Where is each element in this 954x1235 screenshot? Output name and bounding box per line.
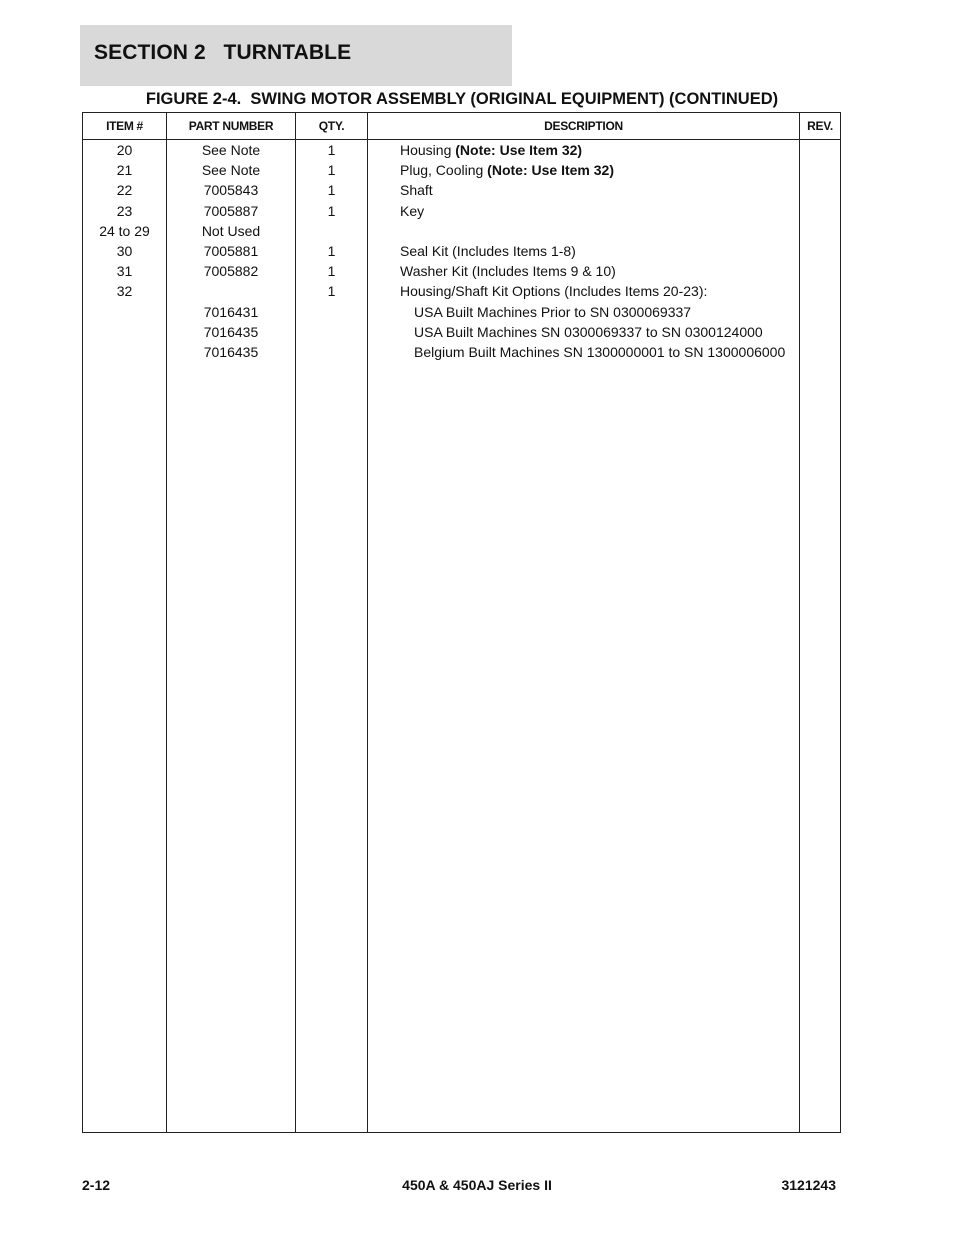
section-header — [80, 25, 512, 86]
description-text: Washer Kit (Includes Items 9 & 10) — [400, 263, 616, 280]
description-text: Housing — [400, 142, 456, 158]
item-number — [83, 302, 166, 322]
item-number: 22 — [116, 182, 133, 199]
quantity: 1 — [327, 162, 336, 179]
quantity: 1 — [327, 142, 336, 158]
quantity: 1 — [327, 243, 336, 259]
figure-title: FIGURE 2-4. SWING MOTOR ASSEMBLY (ORIGINAL EQUIPMENT) (CONTINUED) — [145, 90, 779, 108]
part-number: 7005887 — [203, 202, 259, 219]
description — [400, 221, 800, 241]
part-number: 7005881 — [203, 243, 259, 259]
description-text: USA Built Machines Prior to SN 0300069337 — [414, 303, 692, 320]
description-text: Plug, Cooling — [400, 162, 488, 179]
description — [400, 160, 800, 180]
item-number: 21 — [116, 162, 133, 179]
footer-model: 450A & 450AJ Series II — [402, 1177, 552, 1193]
description — [400, 281, 800, 301]
quantity: 1 — [327, 263, 336, 280]
description-text: Key — [400, 202, 425, 219]
item-number — [83, 322, 166, 342]
footer-doc-number: 3121243 — [781, 1177, 836, 1193]
part-number: 7005882 — [203, 263, 259, 280]
quantity: 1 — [327, 283, 336, 300]
part-number: 7016435 — [203, 344, 259, 360]
description-note: (Note: Use Item 32) — [455, 142, 583, 158]
item-number — [83, 342, 166, 362]
item-number: 23 — [116, 202, 133, 219]
part-number: See Note — [201, 142, 261, 158]
item-number: 30 — [116, 243, 133, 259]
description — [400, 140, 800, 160]
item-number: 31 — [116, 263, 133, 280]
part-number: 7016431 — [203, 303, 259, 320]
part-number: 7016435 — [203, 323, 259, 340]
quantity: 1 — [327, 202, 336, 219]
part-number: Not Used — [201, 222, 261, 239]
column-header-description: DESCRIPTION — [544, 119, 623, 133]
part-number: See Note — [201, 162, 261, 179]
quantity: 1 — [327, 182, 336, 199]
part-number: 7005843 — [203, 182, 259, 199]
description-text: Seal Kit (Includes Items 1-8) — [400, 243, 576, 259]
description-text: USA Built Machines SN 0300069337 to SN 0300124000 — [414, 323, 763, 340]
description-note: (Note: Use Item 32) — [487, 162, 614, 179]
item-number: 20 — [116, 142, 133, 158]
description — [414, 342, 814, 362]
description — [414, 302, 814, 322]
column-divider — [367, 113, 368, 1132]
column-header-qty: QTY. — [318, 119, 345, 133]
column-header-part-number: PART NUMBER — [188, 119, 274, 133]
column-header-rev: REV. — [807, 119, 833, 133]
quantity — [296, 221, 367, 241]
parts-table — [82, 112, 841, 1133]
description — [414, 322, 814, 342]
item-number: 24 to 29 — [99, 222, 150, 239]
description-text: Housing/Shaft Kit Options (Includes Items 20-23): — [400, 283, 708, 300]
section-title: SECTION 2 TURNTABLE — [94, 41, 352, 64]
part-number — [167, 281, 295, 301]
quantity — [296, 322, 367, 342]
footer-page-number: 2-12 — [82, 1177, 111, 1193]
description-text: Shaft — [400, 182, 433, 199]
description — [400, 201, 800, 221]
description — [400, 261, 800, 281]
description-text: Belgium Built Machines SN 1300000001 to SN 1300006000 — [414, 344, 786, 360]
description — [400, 241, 800, 261]
column-header-item: ITEM # — [106, 119, 143, 133]
description — [400, 180, 800, 200]
item-number: 32 — [116, 283, 133, 300]
quantity — [296, 302, 367, 322]
quantity — [296, 342, 367, 362]
